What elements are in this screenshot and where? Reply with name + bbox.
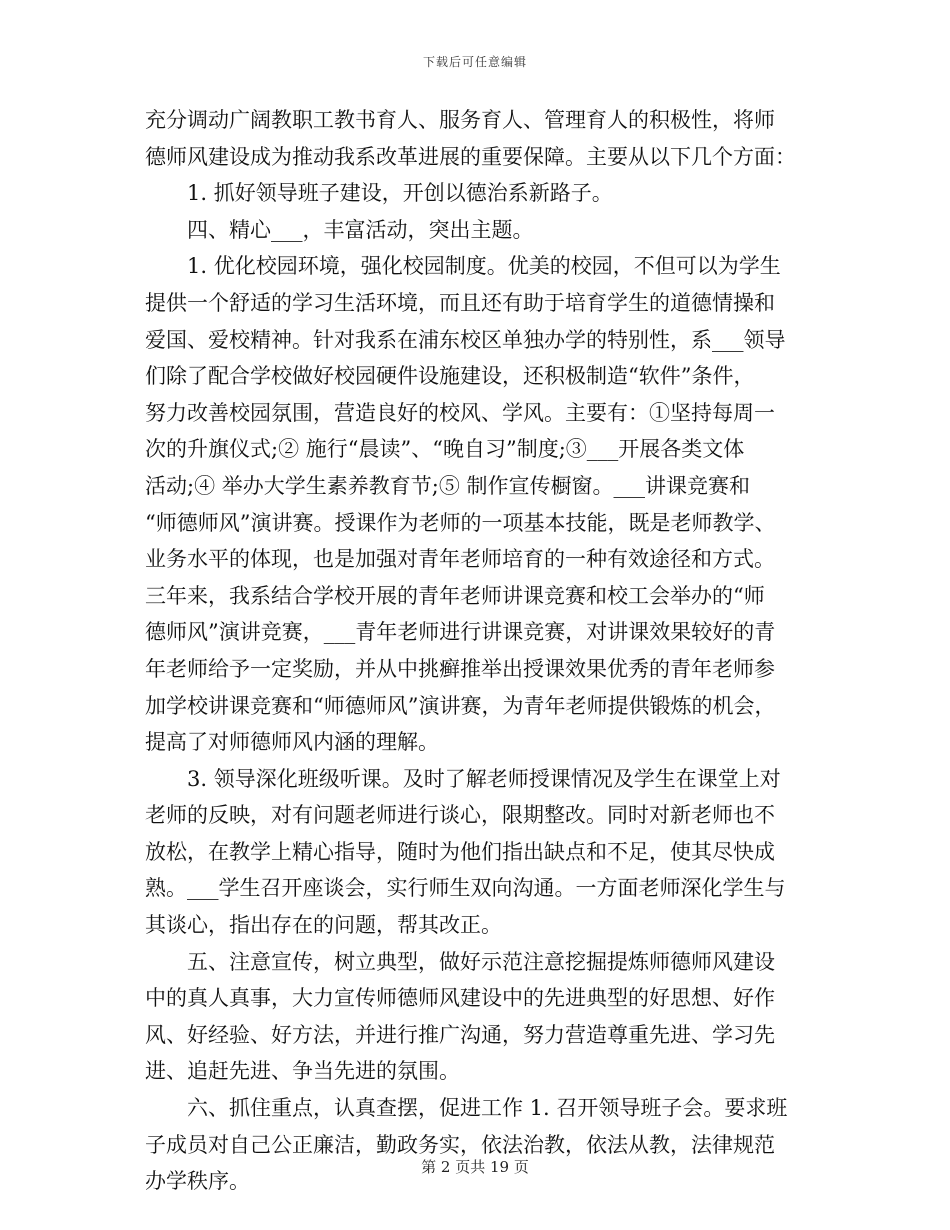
page-footer: 第 2 页共 19 页 — [421, 1158, 529, 1176]
text-line: 德师风建设成为推动我系改革进展的重要保障。主要从以下几个方面： — [145, 144, 796, 169]
text-line: 熟。___学生召开座谈会，实行师生双向沟通。一方面老师深化学生与 — [145, 876, 786, 901]
text-line: 年老师给予一定奖励，并从中挑癣推举出授课效果优秀的青年老师参 — [145, 656, 775, 681]
text-line: 1. 抓好领导班子建设，开创以德治系新路子。 — [187, 181, 613, 206]
text-line: 进、追赶先进、争当先进的氛围。 — [145, 1059, 460, 1084]
text-line: 们除了配合学校做好校园硬件设施建设，还积极制造“软件”条件， — [145, 364, 755, 389]
text-line: 业务水平的体现，也是加强对青年老师培育的一种有效途径和方式。 — [145, 547, 775, 572]
text-line: 六、抓住重点，认真查摆，促进工作 1. 召开领导班子会。要求班 — [187, 1096, 788, 1121]
text-line: 次的升旗仪式;② 施行“晨读”、“晚自习”制度;③___开展各类文体 — [145, 437, 745, 462]
text-line: 风、好经验、好方法，并进行推广沟通，努力营造尊重先进、学习先 — [145, 1022, 775, 1047]
text-line: 三年来，我系结合学校开展的青年老师讲课竞赛和校工会举办的“师 — [145, 583, 765, 608]
text-line: 办学秩序。 — [145, 1169, 250, 1194]
text-line: 其谈心，指出存在的问题，帮其改正。 — [145, 913, 502, 938]
text-line: 加学校讲课竞赛和“师德师风”演讲赛，为青年老师提供锻炼的机会， — [145, 693, 776, 718]
document-body — [145, 102, 810, 1200]
text-line: 四、精心___，丰富活动，突出主题。 — [187, 217, 534, 242]
text-line: 子成员对自己公正廉洁，勤政务实，依法治教，依法从教，法律规范 — [145, 1132, 775, 1157]
text-line: 放松，在教学上精心指导，随时为他们指出缺点和不足，使其尽快成 — [145, 839, 775, 864]
text-line: 爱国、爱校精神。针对我系在浦东校区单独办学的特别性，系___领导 — [145, 327, 786, 352]
text-line: 活动;④ 举办大学生素养教育节;⑤ 制作宣传橱窗。___讲课竞赛和 — [145, 473, 750, 498]
text-line: 中的真人真事，大力宣传师德师风建设中的先进典型的好思想、好作 — [145, 986, 775, 1011]
text-line: 努力改善校园氛围，营造良好的校风、学风。主要有：①坚持每周一 — [145, 400, 775, 425]
text-line: 3. 领导深化班级听课。及时了解老师授课情况及学生在课堂上对 — [187, 766, 781, 791]
page-header: 下载后可任意编辑 — [422, 55, 527, 69]
text-line: 提高了对师德师风内涵的理解。 — [145, 730, 439, 755]
text-line: “师德师风”演讲赛。授课作为老师的一项基本技能，既是老师教学、 — [145, 510, 776, 535]
text-line: 老师的反映，对有问题老师进行谈心，限期整改。同时对新老师也不 — [145, 803, 775, 828]
text-line: 1. 优化校园环境，强化校园制度。优美的校园，不但可以为学生 — [187, 254, 781, 279]
text-line: 提供一个舒适的学习生活环境，而且还有助于培育学生的道德情操和 — [145, 290, 775, 315]
text-line: 充分调动广阔教职工教书育人、服务育人、管理育人的积极性，将师 — [145, 108, 775, 132]
text-line: 五、注意宣传，树立典型，做好示范注意挖掘提炼师德师风建设 — [187, 949, 775, 974]
text-line: 德师风”演讲竞赛，___青年老师进行讲课竞赛，对讲课效果较好的青 — [145, 620, 776, 645]
